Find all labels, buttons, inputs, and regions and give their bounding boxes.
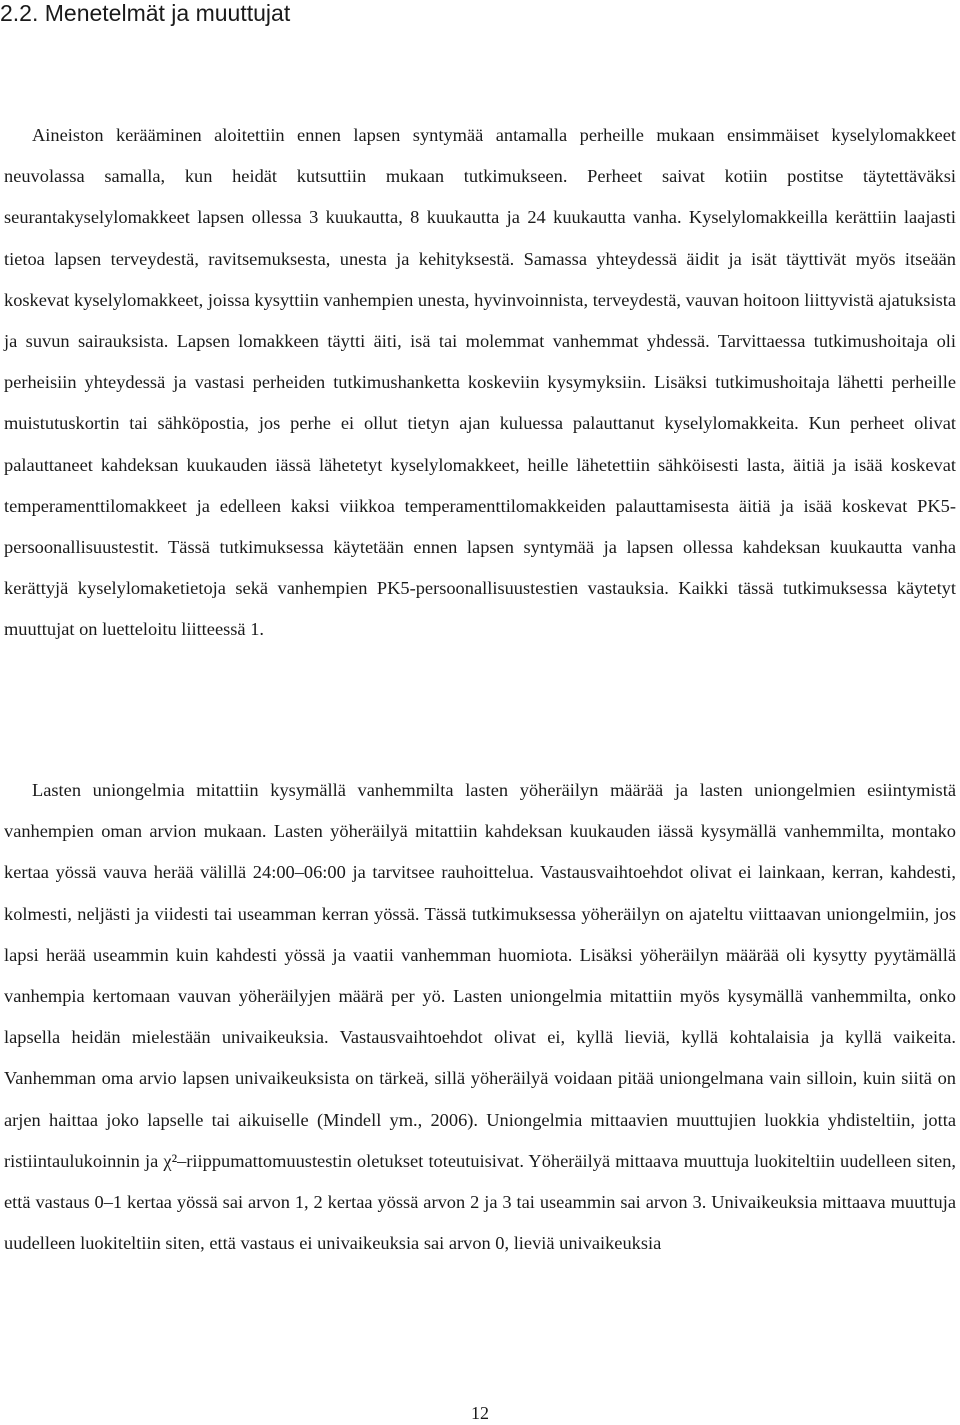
section-heading: 2.2. Menetelmät ja muuttujat xyxy=(0,0,291,26)
paragraph-sleep-problems: Lasten uniongelmia mitattiin kysymällä vanhemmilta lasten yöheräilyn määrää ja lasten uniongelmien esiintymistä vanhempien oman arvion mukaan. Lasten yöheräilyä mitattiin kahdeksan kuukauden iässä kysymällä vanhemmilta, montako kertaa yössä vauva herää välillä 24:00–06:00 ja tarvitsee rauhoittelua. Vastausvaihtoehdot olivat ei lainkaan, kerran, kahdesti, kolmesti, neljästi ja viidesti tai useamman kerran yössä. Tässä tutkimuksessa yöheräilyn on ajateltu viittaavan uniongelmiin, jos lapsi herää useammin kuin kahdesti yössä ja vaatii vanhemman huomiota. Lisäksi yöheräilyn määrää oli kysytty pyytämällä vanhempia kertomaan vauvan yöheräilyjen määrä per yö. Lasten uniongelmia mitattiin myös kysymällä vanhemmilta, onko lapsella heidän mielestään univaikeuksia. Vastausvaihtoehdot olivat ei, kyllä lieviä, kyllä kohtalaisia ja kyllä vaikeita. Vanhemman oma arvio lapsen univaikeuksista on tärkeä, sillä yöheräilyä voidaan pitää uniongelmana vain silloin, kuin siitä on arjen haittaa joko lapselle tai aikuiselle (Mindell ym., 2006). Uniongelmia mittaavien muuttujien luokkia yhdisteltiin, jotta ristiintaulukoinnin ja χ²–riippumattomuustestin oletukset toteutuisivat. Yöheräilyä mittaava muuttuja luokiteltiin uudelleen siten, että vastaus 0–1 kertaa yössä sai arvon 1, 2 kertaa yössä arvon 2 ja 3 tai useammin sai arvon 3. Univaikeuksia mittaava muuttuja uudelleen luokiteltiin siten, että vastaus ei univaikeuksia sai arvon 0, lieviä univaikeuksia xyxy=(4,780,956,1254)
page-number: 12 xyxy=(471,1403,489,1423)
paragraph-data-collection: Aineiston kerääminen aloitettiin ennen lapsen syntymää antamalla perheille mukaan ensimmäiset kyselylomakkeet neuvolassa samalla, kun heidät kutsuttiin mukaan tutkimukseen. Perheet saivat kotiin postitse täytettäväksi seurantakyselylomakkeet lapsen ollessa 3 kuukautta, 8 kuukautta ja 24 kuukautta vanha. Kyselylomakkeilla kerättiin laajasti tietoa lapsen terveydestä, ravitsemuksesta, unesta ja kehityksestä. Samassa yhteydessä äidit ja isät täyttivät myös itseään koskevat kyselylomakkeet, joissa kysyttiin vanhempien unesta, hyvinvoinnista, terveydestä, vauvan hoitoon liittyvistä ajatuksista ja suvun sairauksista. Lapsen lomakkeen täytti äiti, isä tai molemmat vanhemmat yhdessä. Tarvittaessa tutkimushoitaja oli perheisiin yhteydessä ja vastasi perheiden tutkimushanketta koskeviin kysymyksiin. Lisäksi tutkimushoitaja lähetti perheille muistutuskortin tai sähköpostia, jos perhe ei ollut tietyn ajan kuluessa palauttanut kyselylomakkeita. Kun perheet olivat palauttaneet kahdeksan kuukauden iässä lähetetyt kyselylomakkeet, heille lähetettiin sähköisesti lasta, äitiä ja isää koskevat temperamenttilomakkeet ja edelleen kaksi viikkoa temperamenttilomakkeiden palauttamisesta äitiä ja isää koskevat PK5-persoonallisuustestit. Tässä tutkimuksessa käytetään ennen lapsen syntymää ja lapsen ollessa kahdeksan kuukautta vanha kerättyjä kyselylomaketietoja sekä vanhempien PK5-persoonallisuustestien vastauksia. Kaikki tässä tutkimuksessa käytetyt muuttujat on luetteloitu liitteessä 1. xyxy=(4,125,956,640)
